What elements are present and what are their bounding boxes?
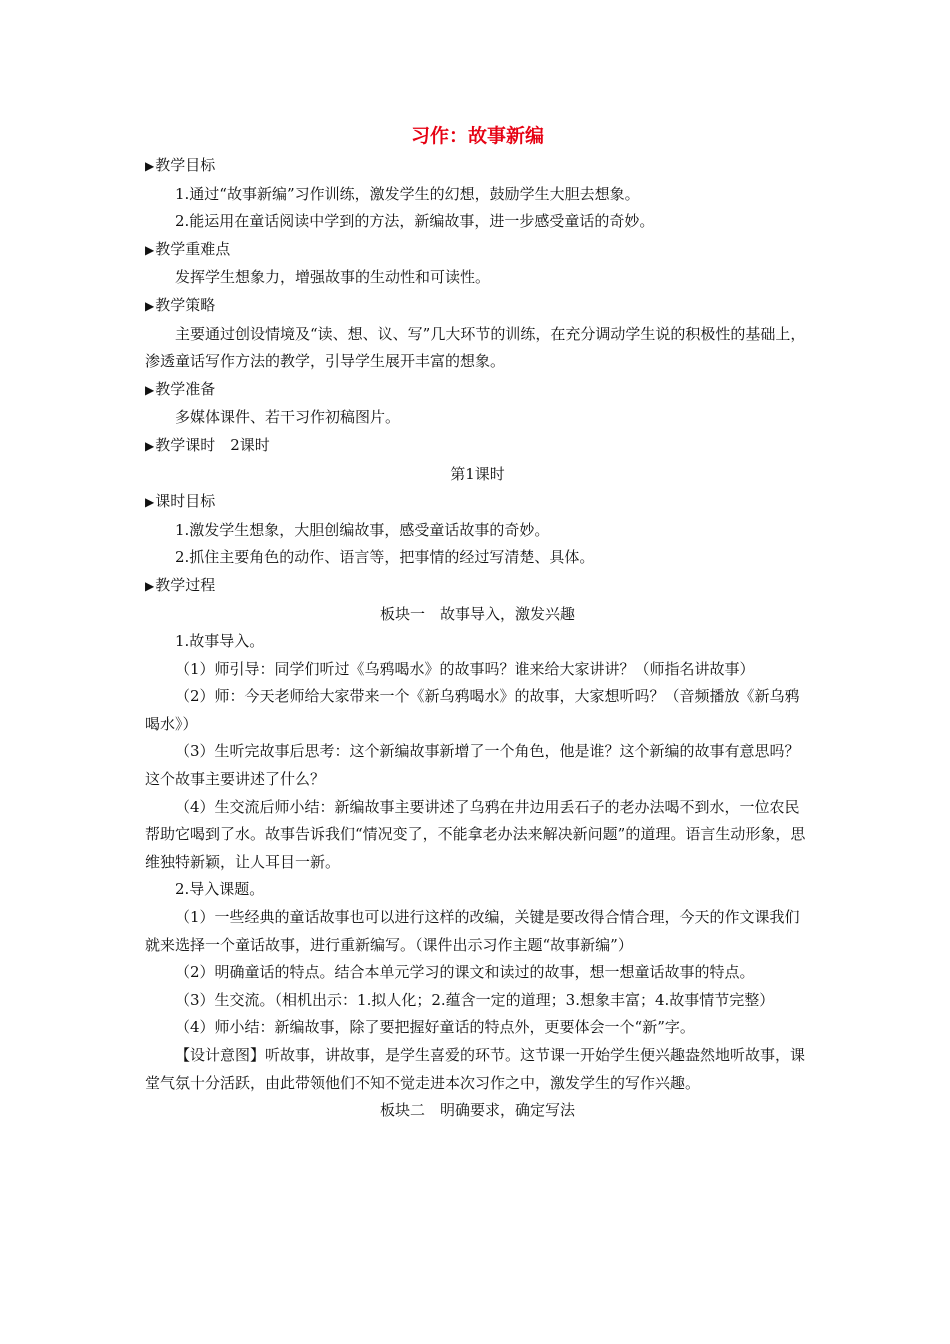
process-paragraph: （4）师小结：新编故事，除了要把握好童话的特点外，更要体会一个“新”字。	[175, 1018, 695, 1037]
design-intent-paragraph: 【设计意图】听故事，讲故事，是学生喜爱的环节。这节课一开始学生便兴趣盎然地听故事，课堂气氛十分活跃，由此带领他们不知不觉走进本次习作之中，激发学生的写作兴趣。	[145, 1046, 806, 1092]
process-paragraph: （1）师引导：同学们听过《乌鸦喝水》的故事吗？谁来给大家讲讲？（师指名讲故事）	[175, 659, 755, 678]
triangle-bullet-icon: ▶	[145, 242, 155, 257]
process-paragraph: （3）生听完故事后思考：这个新编故事新增了一个角色，他是谁？这个新编的故事有意思吗？这个故事主要讲述了什么？	[145, 742, 800, 789]
goal-item: 1.通过“故事新编”习作训练，激发学生的幻想，鼓励学生大胆去想象。	[175, 184, 640, 203]
page-title: 习作：故事新编	[410, 125, 544, 147]
block-title: 板块二 明确要求，确定写法	[379, 1101, 575, 1120]
section-heading-difficulty: ▶ 教学重难点	[145, 236, 810, 265]
section-heading-lesson-goals: ▶ 课时目标	[145, 488, 810, 517]
lesson-title: 第1课时	[450, 464, 505, 483]
lesson-goal-item: 2.抓住主要角色的动作、语言等，把事情的经过写清楚、具体。	[175, 548, 595, 567]
triangle-bullet-icon: ▶	[145, 578, 155, 593]
triangle-bullet-icon: ▶	[145, 495, 155, 510]
triangle-bullet-icon: ▶	[145, 382, 155, 397]
triangle-bullet-icon: ▶	[145, 438, 155, 453]
process-paragraph: （2）师：今天老师给大家带来一个《新乌鸦喝水》的故事，大家想听吗？（音频播放《新乌鸦喝水》）	[145, 687, 800, 733]
section-heading-strategy: ▶ 教学策略	[145, 292, 810, 321]
section-heading-prep: ▶ 教学准备	[145, 376, 810, 405]
prep-text: 多媒体课件、若干习作初稿图片。	[175, 408, 401, 427]
triangle-bullet-icon: ▶	[145, 159, 155, 173]
lesson-goal-item: 1.激发学生想象，大胆创编故事，感受童话故事的奇妙。	[175, 520, 550, 539]
process-paragraph: （3）生交流。（相机出示：1.拟人化；2.蕴含一定的道理；3.想象丰富；4.故事情节完整）	[175, 990, 775, 1009]
process-paragraph: （4）生交流后师小结：新编故事主要讲述了乌鸦在井边用丢石子的老办法喝不到水，一位农民帮助它喝到了水。故事告诉我们“情况变了，不能拿老办法来解决新问题”的道理。语言生动形象，思维独特新颖，让人耳目一新。	[145, 797, 806, 871]
block-title: 板块一 故事导入，激发兴趣	[379, 604, 575, 623]
goal-item: 2.能运用在童话阅读中学到的方法，新编故事，进一步感受童话的奇妙。	[175, 212, 655, 231]
process-paragraph: 2.导入课题。	[175, 880, 265, 899]
difficulty-text: 发挥学生想象力，增强故事的生动性和可读性。	[175, 268, 491, 287]
strategy-text: 主要通过创设情境及“读、想、议、写”几大环节的训练，在充分调动学生说的积极性的基础上，渗透童话写作方法的教学，引导学生展开丰富的想象。	[145, 324, 806, 371]
document-page	[145, 120, 810, 1125]
triangle-bullet-icon: ▶	[145, 298, 155, 313]
section-heading-goals: ▶ 教学目标	[145, 152, 810, 181]
process-paragraph: 1.故事导入。	[175, 632, 265, 651]
process-paragraph: （1）一些经典的童话故事也可以进行这样的改编，关键是要改得合情合理，今天的作文课我们就来选择一个童话故事，进行重新编写。（课件出示习作主题“故事新编”）	[145, 908, 800, 954]
section-heading-process: ▶ 教学过程	[145, 572, 810, 601]
hours-value: 2课时	[230, 435, 270, 454]
section-heading-hours: ▶ 教学课时 2课时	[145, 432, 810, 461]
process-paragraph: （2）明确童话的特点。结合本单元学习的课文和读过的故事，想一想童话故事的特点。	[175, 963, 755, 982]
